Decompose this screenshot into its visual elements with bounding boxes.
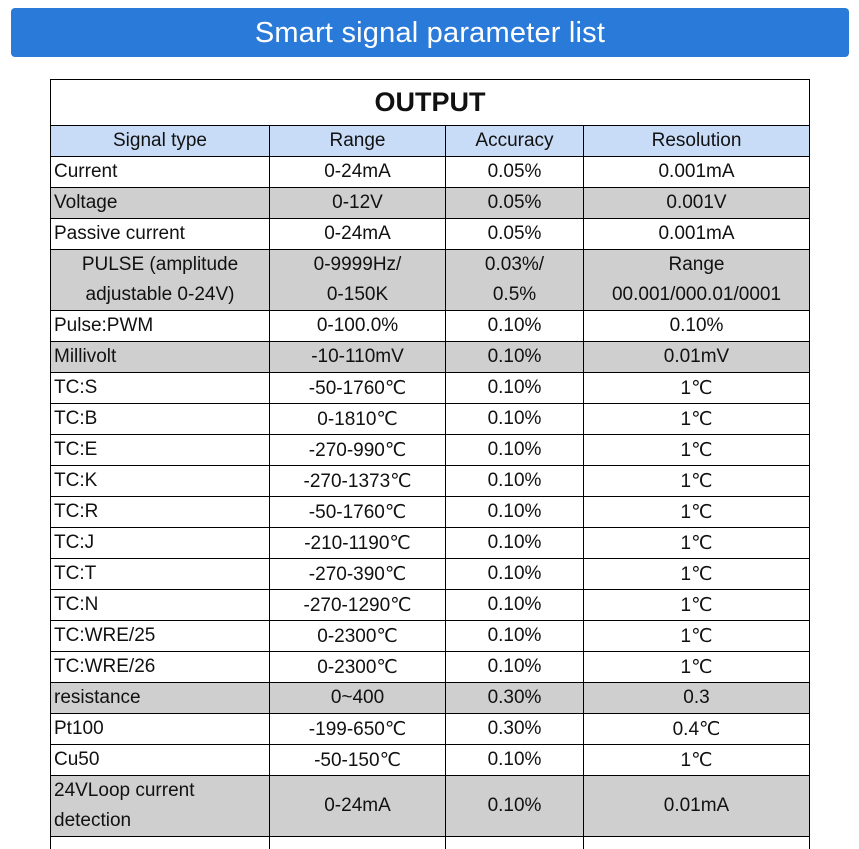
column-header-signal-type: Signal type: [51, 126, 270, 157]
table-title: OUTPUT: [51, 80, 810, 126]
range-cell-line: 0~400: [273, 687, 442, 709]
resolution-cell-line: 1℃: [587, 563, 806, 586]
signal-cell: [51, 714, 270, 745]
signal-cell-line: TC:T: [54, 563, 266, 585]
signal-cell: [51, 590, 270, 621]
resolution-cell-line: 0.001V: [587, 192, 806, 214]
signal-cell: [51, 188, 270, 219]
resolution-cell: [584, 745, 810, 776]
resolution-cell: [584, 714, 810, 745]
accuracy-cell-line: 0.5%: [449, 280, 580, 310]
accuracy-cell: [446, 188, 584, 219]
accuracy-cell: [446, 373, 584, 404]
accuracy-cell: [446, 652, 584, 683]
range-cell-line: 0-24mA: [273, 791, 442, 821]
accuracy-cell: [446, 219, 584, 250]
signal-cell-line: TC:E: [54, 439, 266, 461]
resolution-cell-line: 1℃: [587, 439, 806, 462]
table-row: [51, 219, 810, 250]
resolution-cell-line: 00.001/000.01/0001: [587, 280, 806, 310]
table-row: [51, 342, 810, 373]
signal-cell: [51, 250, 270, 311]
table-row: [51, 311, 810, 342]
accuracy-cell: [446, 497, 584, 528]
resolution-cell: [584, 528, 810, 559]
accuracy-cell-line: 0.30%: [449, 687, 580, 709]
signal-cell-line: TC:WRE/25: [54, 625, 266, 647]
table-row: [51, 776, 810, 837]
resolution-cell: [584, 157, 810, 188]
signal-cell-line: TC:J: [54, 532, 266, 554]
range-cell: [270, 497, 446, 528]
resolution-cell-line: 1℃: [587, 470, 806, 493]
accuracy-cell: [446, 621, 584, 652]
table-row: [51, 404, 810, 435]
resolution-cell-line: 0.01mA: [587, 791, 806, 821]
accuracy-cell: [446, 435, 584, 466]
signal-cell-line: TC:S: [54, 377, 266, 399]
signal-cell: [51, 559, 270, 590]
table-row: [51, 652, 810, 683]
resolution-cell-line: 1℃: [587, 594, 806, 617]
accuracy-cell-line: 0.05%: [449, 192, 580, 214]
table-row: [51, 466, 810, 497]
signal-cell: [51, 497, 270, 528]
range-cell: [270, 219, 446, 250]
signal-cell-line: Voltage: [54, 192, 266, 214]
table-header-row: [51, 126, 810, 157]
table-row: [51, 497, 810, 528]
signal-cell: [51, 621, 270, 652]
range-cell: [270, 745, 446, 776]
accuracy-cell-line: 0.10%: [449, 656, 580, 678]
accuracy-cell: [446, 528, 584, 559]
signal-cell: [51, 311, 270, 342]
range-cell: [270, 621, 446, 652]
signal-cell-line: 24VLoop current: [54, 776, 266, 806]
signal-cell-line: adjustable 0-24V): [54, 280, 266, 310]
range-cell-line: -50-150℃: [273, 749, 442, 772]
signal-cell-line: detection: [54, 806, 266, 836]
accuracy-cell-line: 0.03%/: [449, 250, 580, 280]
accuracy-cell-line: 0.10%: [449, 532, 580, 554]
range-cell: [270, 528, 446, 559]
range-cell: [270, 404, 446, 435]
accuracy-cell-line: 0.10%: [449, 315, 580, 337]
resolution-cell-line: 0.001mA: [587, 223, 806, 245]
accuracy-cell-line: 0.05%: [449, 161, 580, 183]
range-cell-line: -270-1373℃: [273, 470, 442, 493]
range-cell-line: -199-650℃: [273, 718, 442, 741]
accuracy-cell-line: 0.10%: [449, 501, 580, 523]
range-cell-line: -10-110mV: [273, 346, 442, 368]
resolution-cell: [584, 652, 810, 683]
table-row: [51, 435, 810, 466]
empty-cell: [446, 837, 584, 849]
range-cell: [270, 250, 446, 311]
table-row: [51, 621, 810, 652]
signal-cell-line: resistance: [54, 687, 266, 709]
resolution-cell-line: 1℃: [587, 625, 806, 648]
table-row: [51, 373, 810, 404]
accuracy-cell: [446, 404, 584, 435]
empty-cell: [584, 837, 810, 849]
resolution-cell: [584, 373, 810, 404]
resolution-cell-line: 0.01mV: [587, 346, 806, 368]
range-cell: [270, 311, 446, 342]
column-header-range: Range: [270, 126, 446, 157]
resolution-cell-line: 1℃: [587, 656, 806, 679]
signal-cell: [51, 528, 270, 559]
accuracy-cell: [446, 311, 584, 342]
resolution-cell-line: Range: [587, 250, 806, 280]
range-cell-line: -210-1190℃: [273, 532, 442, 555]
resolution-cell: [584, 188, 810, 219]
signal-cell: [51, 466, 270, 497]
accuracy-cell-line: 0.10%: [449, 439, 580, 461]
accuracy-cell-line: 0.30%: [449, 718, 580, 740]
range-cell-line: -50-1760℃: [273, 501, 442, 524]
resolution-cell: [584, 435, 810, 466]
accuracy-cell-line: 0.10%: [449, 408, 580, 430]
range-cell-line: -50-1760℃: [273, 377, 442, 400]
empty-cell: [51, 837, 270, 849]
signal-cell: [51, 776, 270, 837]
empty-cell: [270, 837, 446, 849]
signal-cell: [51, 157, 270, 188]
range-cell: [270, 466, 446, 497]
accuracy-cell-line: 0.10%: [449, 346, 580, 368]
resolution-cell-line: 0.4℃: [587, 718, 806, 741]
resolution-cell-line: 0.10%: [587, 315, 806, 337]
range-cell-line: 0-100.0%: [273, 315, 442, 337]
accuracy-cell-line: 0.10%: [449, 625, 580, 647]
resolution-cell: [584, 559, 810, 590]
table-row: [51, 714, 810, 745]
range-cell-line: 0-2300℃: [273, 656, 442, 679]
signal-cell-line: Pulse:PWM: [54, 315, 266, 337]
resolution-cell: [584, 311, 810, 342]
resolution-cell-line: 1℃: [587, 408, 806, 431]
signal-cell-line: TC:N: [54, 594, 266, 616]
range-cell: [270, 435, 446, 466]
range-cell-line: 0-24mA: [273, 161, 442, 183]
signal-cell: [51, 342, 270, 373]
accuracy-cell: [446, 466, 584, 497]
page-title: Smart signal parameter list: [255, 17, 605, 49]
accuracy-cell: [446, 342, 584, 373]
range-cell: [270, 559, 446, 590]
table-row: [51, 683, 810, 714]
signal-cell: [51, 404, 270, 435]
table-row: [51, 745, 810, 776]
accuracy-cell: [446, 745, 584, 776]
signal-cell-line: TC:WRE/26: [54, 656, 266, 678]
accuracy-cell: [446, 157, 584, 188]
range-cell: [270, 157, 446, 188]
resolution-cell-line: 1℃: [587, 532, 806, 555]
accuracy-cell-line: 0.10%: [449, 377, 580, 399]
column-header-resolution: Resolution: [584, 126, 810, 157]
resolution-cell: [584, 404, 810, 435]
accuracy-cell-line: 0.10%: [449, 563, 580, 585]
resolution-cell: [584, 590, 810, 621]
range-cell-line: -270-990℃: [273, 439, 442, 462]
resolution-cell: [584, 342, 810, 373]
range-cell-line: -270-390℃: [273, 563, 442, 586]
accuracy-cell: [446, 590, 584, 621]
signal-cell: [51, 435, 270, 466]
table-row: [51, 188, 810, 219]
accuracy-cell-line: 0.05%: [449, 223, 580, 245]
table-row: [51, 559, 810, 590]
resolution-cell-line: 0.3: [587, 687, 806, 709]
range-cell: [270, 188, 446, 219]
signal-cell-line: TC:R: [54, 501, 266, 523]
resolution-cell: [584, 250, 810, 311]
signal-cell-line: Millivolt: [54, 346, 266, 368]
resolution-cell: [584, 683, 810, 714]
range-cell: [270, 776, 446, 837]
signal-cell-line: Current: [54, 161, 266, 183]
range-cell-line: 0-12V: [273, 192, 442, 214]
resolution-cell: [584, 776, 810, 837]
resolution-cell: [584, 466, 810, 497]
table-row-cutoff: [51, 837, 810, 849]
parameter-table: [50, 79, 810, 849]
range-cell-line: 0-1810℃: [273, 408, 442, 431]
range-cell: [270, 590, 446, 621]
signal-cell-line: PULSE (amplitude: [54, 250, 266, 280]
table-row: [51, 157, 810, 188]
signal-cell-line: Pt100: [54, 718, 266, 740]
resolution-cell: [584, 219, 810, 250]
range-cell: [270, 373, 446, 404]
signal-cell: [51, 745, 270, 776]
accuracy-cell-line: 0.10%: [449, 791, 580, 821]
range-cell: [270, 714, 446, 745]
table-row: [51, 528, 810, 559]
page-title-banner: [11, 8, 849, 57]
accuracy-cell: [446, 714, 584, 745]
resolution-cell-line: 1℃: [587, 749, 806, 772]
signal-cell-line: Passive current: [54, 223, 266, 245]
range-cell-line: 0-150K: [273, 280, 442, 310]
accuracy-cell-line: 0.10%: [449, 470, 580, 492]
signal-cell-line: TC:B: [54, 408, 266, 430]
signal-cell-line: Cu50: [54, 749, 266, 771]
resolution-cell-line: 1℃: [587, 501, 806, 524]
accuracy-cell: [446, 776, 584, 837]
accuracy-cell: [446, 559, 584, 590]
table-row: [51, 590, 810, 621]
table-row: [51, 250, 810, 311]
signal-cell: [51, 652, 270, 683]
accuracy-cell: [446, 250, 584, 311]
signal-cell-line: TC:K: [54, 470, 266, 492]
column-header-accuracy: Accuracy: [446, 126, 584, 157]
range-cell: [270, 683, 446, 714]
range-cell: [270, 652, 446, 683]
range-cell-line: 0-9999Hz/: [273, 250, 442, 280]
resolution-cell: [584, 621, 810, 652]
signal-cell: [51, 373, 270, 404]
range-cell-line: 0-24mA: [273, 223, 442, 245]
signal-cell: [51, 219, 270, 250]
signal-cell: [51, 683, 270, 714]
resolution-cell: [584, 497, 810, 528]
range-cell: [270, 342, 446, 373]
range-cell-line: -270-1290℃: [273, 594, 442, 617]
accuracy-cell: [446, 683, 584, 714]
resolution-cell-line: 1℃: [587, 377, 806, 400]
range-cell-line: 0-2300℃: [273, 625, 442, 648]
resolution-cell-line: 0.001mA: [587, 161, 806, 183]
accuracy-cell-line: 0.10%: [449, 594, 580, 616]
accuracy-cell-line: 0.10%: [449, 749, 580, 771]
